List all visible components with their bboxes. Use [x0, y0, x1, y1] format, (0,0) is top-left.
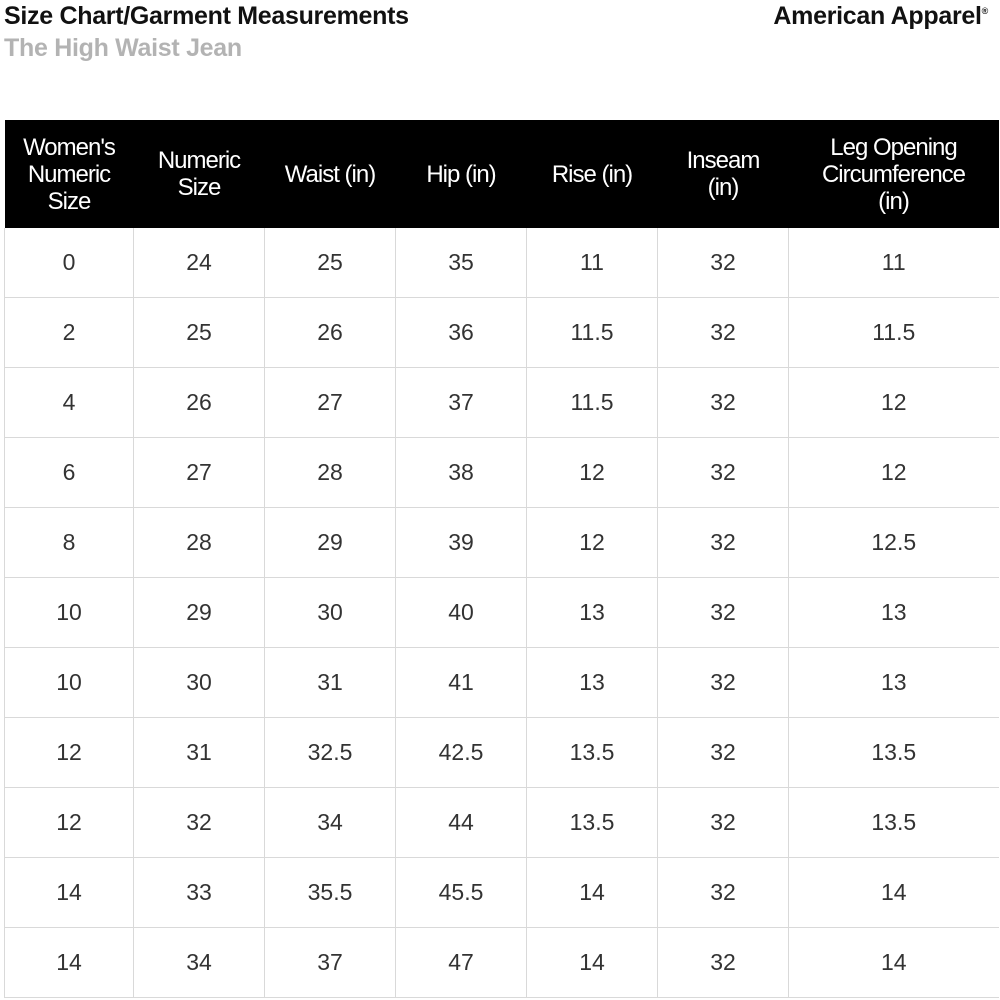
- table-row: [5, 928, 999, 998]
- column-header-line: Numeric: [157, 147, 241, 174]
- table-cell: 13: [789, 578, 999, 648]
- table-header-row: [5, 120, 999, 228]
- table-cell: 34: [134, 928, 265, 998]
- table-cell: 29: [134, 578, 265, 648]
- table-row: [5, 228, 999, 298]
- brand-logo: [773, 2, 988, 31]
- table-cell: 33: [134, 858, 265, 928]
- table-cell: 11: [527, 228, 658, 298]
- table-cell: 2: [5, 298, 134, 368]
- column-header: [396, 120, 527, 228]
- table-row: [5, 648, 999, 718]
- table-cell: 12: [789, 368, 999, 438]
- table-cell: 32: [658, 368, 789, 438]
- column-header-line: (in): [878, 187, 909, 215]
- brand-name: American Apparel: [773, 2, 982, 30]
- table-cell: 32: [658, 298, 789, 368]
- column-header: [265, 120, 396, 228]
- table-cell: 44: [396, 788, 527, 858]
- table-cell: 35: [396, 228, 527, 298]
- table-cell: 14: [527, 928, 658, 998]
- table-cell: 32: [134, 788, 265, 858]
- size-chart-table: [4, 120, 999, 998]
- column-header: [527, 120, 658, 228]
- table-cell: 13: [527, 578, 658, 648]
- column-header-line: Numeric: [27, 160, 111, 188]
- table-cell: 11.5: [527, 368, 658, 438]
- table-row: [5, 438, 999, 508]
- table-cell: 31: [265, 648, 396, 718]
- table-cell: 11.5: [527, 298, 658, 368]
- table-cell: 32: [658, 788, 789, 858]
- table-row: [5, 368, 999, 438]
- table-cell: 34: [265, 788, 396, 858]
- table-row: [5, 788, 999, 858]
- table-cell: 41: [396, 648, 527, 718]
- table-cell: 11.5: [789, 298, 999, 368]
- registered-mark: ®: [981, 6, 988, 16]
- table-cell: 13.5: [789, 788, 999, 858]
- table-cell: 13: [527, 648, 658, 718]
- table-body: [5, 228, 999, 998]
- table-cell: 42.5: [396, 718, 527, 788]
- column-header-line: Leg Opening: [830, 133, 957, 161]
- table-cell: 37: [265, 928, 396, 998]
- table-cell: 14: [789, 858, 999, 928]
- table-cell: 32.5: [265, 718, 396, 788]
- table-cell: 14: [527, 858, 658, 928]
- table-cell: 6: [5, 438, 134, 508]
- table-row: [5, 858, 999, 928]
- table-cell: 45.5: [396, 858, 527, 928]
- column-header-line: Circumference: [821, 160, 966, 188]
- table-cell: 32: [658, 718, 789, 788]
- table-cell: 28: [134, 508, 265, 578]
- table-row: [5, 718, 999, 788]
- table-cell: 28: [265, 438, 396, 508]
- table-cell: 47: [396, 928, 527, 998]
- column-header-line: Rise (in): [551, 160, 633, 188]
- column-header-line: Hip (in): [426, 160, 496, 188]
- table-cell: 11: [789, 228, 999, 298]
- table-cell: 12: [5, 788, 134, 858]
- table-cell: 13.5: [789, 718, 999, 788]
- table-cell: 12: [527, 438, 658, 508]
- column-header-line: Inseam: [686, 147, 760, 174]
- table-row: [5, 578, 999, 648]
- table-cell: 25: [265, 228, 396, 298]
- table-row: [5, 298, 999, 368]
- table-cell: 36: [396, 298, 527, 368]
- table-cell: 13: [789, 648, 999, 718]
- table-cell: 14: [789, 928, 999, 998]
- table-cell: 40: [396, 578, 527, 648]
- table-cell: 32: [658, 508, 789, 578]
- table-cell: 13.5: [527, 718, 658, 788]
- column-header-line: (in): [707, 174, 739, 201]
- table-cell: 31: [134, 718, 265, 788]
- table-cell: 27: [265, 368, 396, 438]
- table-cell: 39: [396, 508, 527, 578]
- table-cell: 14: [5, 858, 134, 928]
- table-cell: 26: [265, 298, 396, 368]
- page-subtitle: The High Waist Jean: [4, 34, 242, 62]
- column-header-line: Waist (in): [284, 160, 376, 188]
- column-header: [789, 120, 999, 228]
- table-cell: 38: [396, 438, 527, 508]
- table-cell: 27: [134, 438, 265, 508]
- table-cell: 29: [265, 508, 396, 578]
- column-header-line: Women's: [23, 133, 115, 161]
- table-cell: 10: [5, 578, 134, 648]
- table-cell: 26: [134, 368, 265, 438]
- table-header: [5, 120, 999, 228]
- table-cell: 14: [5, 928, 134, 998]
- table-cell: 32: [658, 928, 789, 998]
- table-cell: 35.5: [265, 858, 396, 928]
- table-cell: 30: [265, 578, 396, 648]
- table-cell: 10: [5, 648, 134, 718]
- table-cell: 8: [5, 508, 134, 578]
- table-cell: 24: [134, 228, 265, 298]
- table-cell: 32: [658, 648, 789, 718]
- table-cell: 12: [527, 508, 658, 578]
- column-header-line: Size: [177, 174, 221, 201]
- table-row: [5, 508, 999, 578]
- table-cell: 12.5: [789, 508, 999, 578]
- table-cell: 0: [5, 228, 134, 298]
- column-header: [658, 120, 789, 228]
- table-cell: 13.5: [527, 788, 658, 858]
- column-header-line: Size: [47, 187, 91, 215]
- page-title: Size Chart/Garment Measurements: [4, 2, 409, 30]
- table-cell: 12: [5, 718, 134, 788]
- table-cell: 12: [789, 438, 999, 508]
- table-cell: 4: [5, 368, 134, 438]
- table-cell: 32: [658, 858, 789, 928]
- table-cell: 30: [134, 648, 265, 718]
- table-cell: 32: [658, 228, 789, 298]
- table-cell: 37: [396, 368, 527, 438]
- table-cell: 32: [658, 438, 789, 508]
- column-header: [134, 120, 265, 228]
- table-cell: 32: [658, 578, 789, 648]
- column-header: [5, 120, 134, 228]
- table-cell: 25: [134, 298, 265, 368]
